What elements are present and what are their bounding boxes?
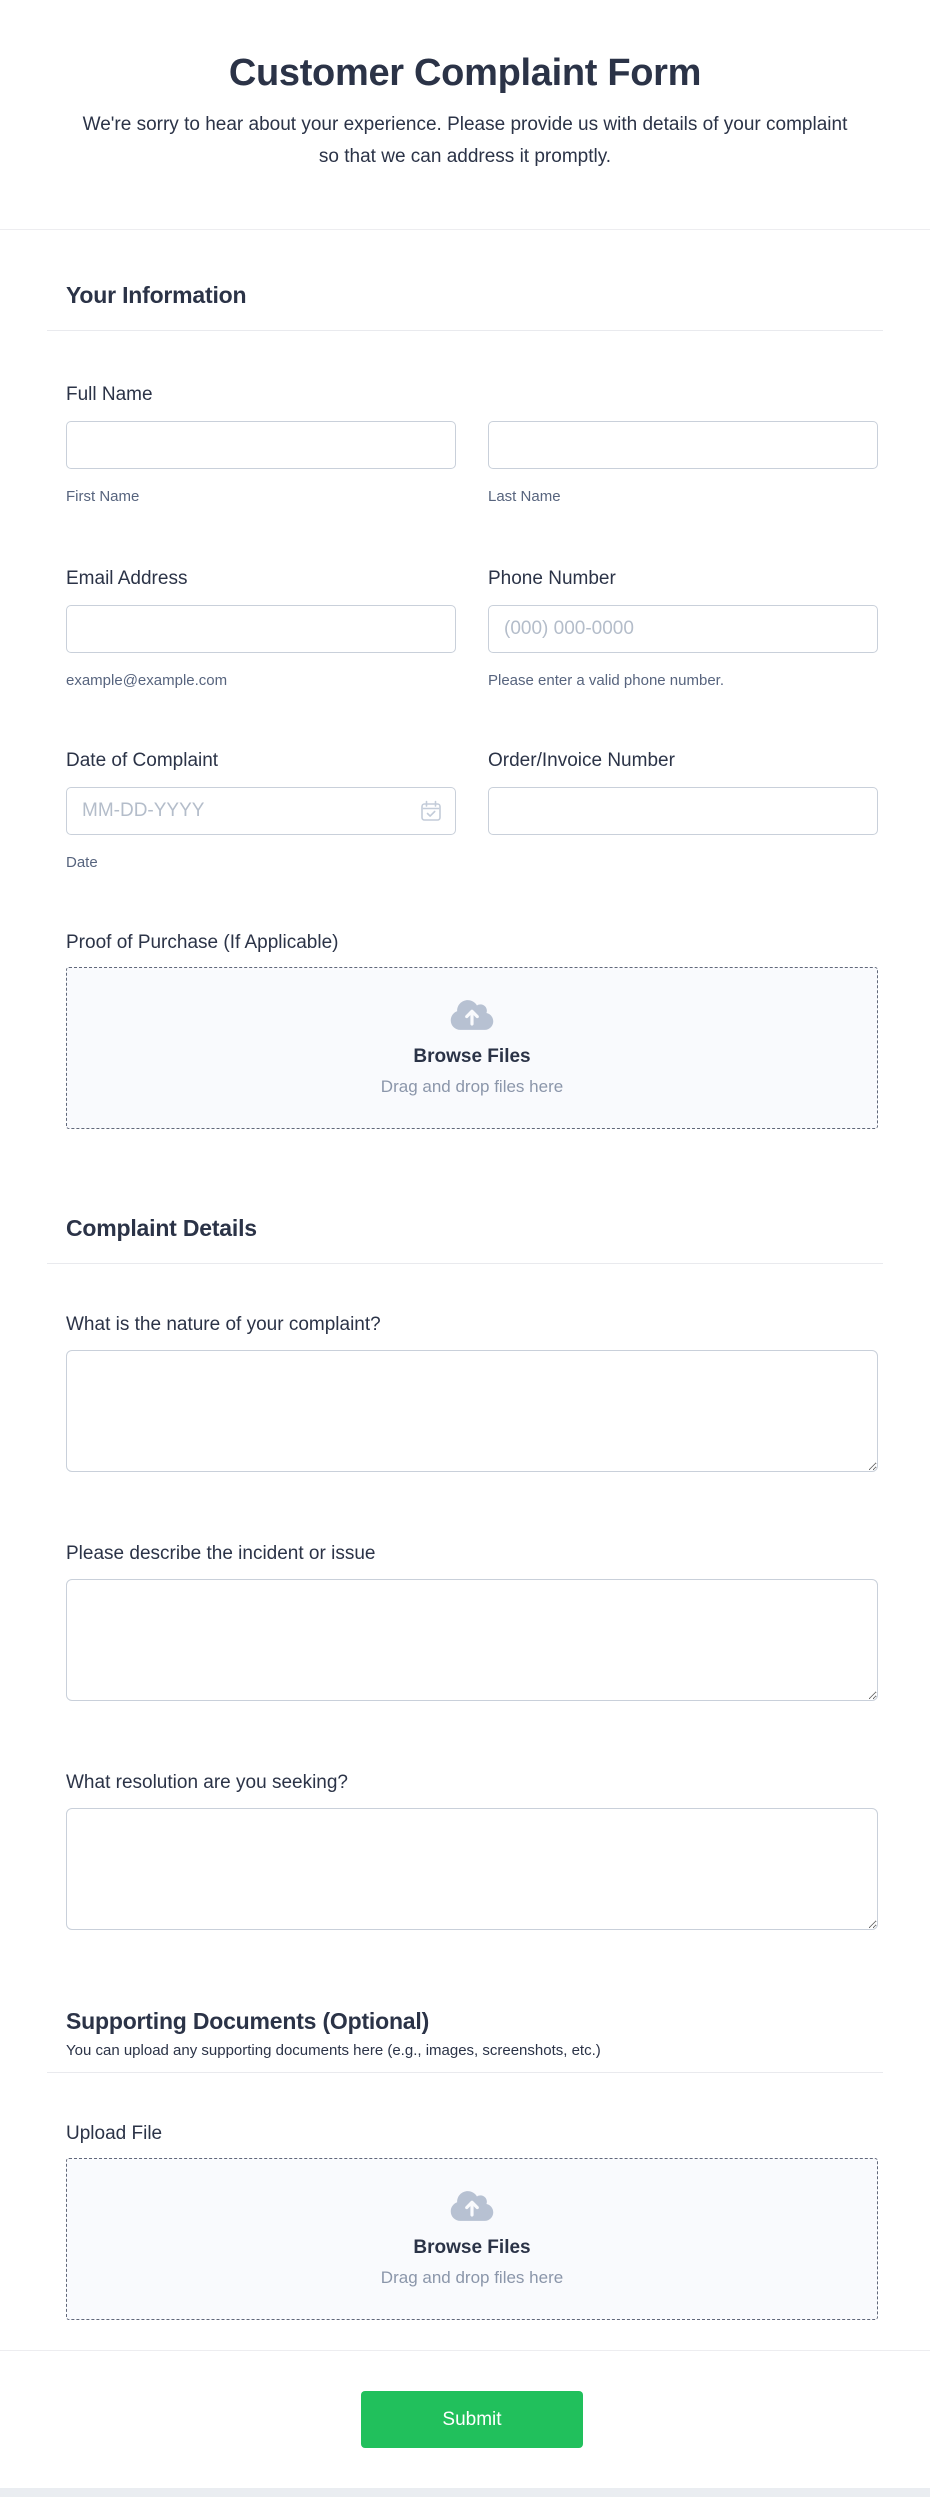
date-input[interactable] bbox=[66, 787, 456, 835]
field-complaint-nature bbox=[66, 1314, 878, 1472]
phone-label: Phone Number bbox=[488, 568, 616, 589]
email-input[interactable] bbox=[66, 605, 456, 653]
last-name-column bbox=[488, 406, 878, 506]
section-heading-supporting-documents: Supporting Documents (Optional) bbox=[66, 2008, 430, 2034]
submit-button[interactable]: Submit bbox=[361, 2391, 583, 2448]
full-name-label: Full Name bbox=[66, 384, 153, 405]
complaint-nature-textarea[interactable] bbox=[66, 1350, 878, 1472]
form-header bbox=[0, 0, 930, 230]
field-upload-file bbox=[66, 2123, 878, 2320]
phone-input[interactable] bbox=[488, 605, 878, 653]
upload-cloud-icon bbox=[448, 2189, 496, 2223]
incident-description-textarea[interactable] bbox=[66, 1579, 878, 1701]
proof-of-purchase-upload-dropzone[interactable] bbox=[66, 967, 878, 1129]
section-divider bbox=[47, 330, 883, 331]
browse-files-label: Browse Files bbox=[413, 2237, 531, 2258]
field-email bbox=[66, 568, 456, 690]
form-subtitle: We're sorry to hear about your experience. Please provide us with details of your complaint so that we can address it promptly. bbox=[82, 114, 848, 167]
email-hint: example@example.com bbox=[66, 672, 228, 689]
phone-hint: Please enter a valid phone number. bbox=[488, 672, 724, 689]
upload-cloud-icon bbox=[448, 998, 496, 1032]
section-divider bbox=[47, 1263, 883, 1264]
field-order-invoice-number bbox=[488, 750, 878, 872]
date-hint: Date bbox=[66, 854, 98, 871]
order-number-label: Order/Invoice Number bbox=[488, 750, 675, 771]
drag-drop-label: Drag and drop files here bbox=[380, 2268, 564, 2287]
page-bottom-strip bbox=[0, 2488, 930, 2497]
section-divider bbox=[47, 2072, 883, 2073]
form-body bbox=[0, 230, 930, 2448]
drag-drop-label: Drag and drop files here bbox=[380, 1077, 564, 1096]
upload-file-dropzone[interactable] bbox=[66, 2158, 878, 2320]
first-name-input[interactable] bbox=[66, 421, 456, 469]
field-date-of-complaint bbox=[66, 750, 456, 872]
supporting-documents-subtext: You can upload any supporting documents here (e.g., images, screenshots, etc.) bbox=[66, 2042, 601, 2059]
email-label: Email Address bbox=[66, 568, 188, 589]
field-incident-description bbox=[66, 1543, 878, 1701]
order-number-input[interactable] bbox=[488, 787, 878, 835]
resolution-textarea[interactable] bbox=[66, 1808, 878, 1930]
proof-of-purchase-label: Proof of Purchase (If Applicable) bbox=[66, 932, 339, 953]
resolution-label: What resolution are you seeking? bbox=[66, 1772, 348, 1793]
last-name-input[interactable] bbox=[488, 421, 878, 469]
field-phone bbox=[488, 568, 878, 690]
field-proof-of-purchase bbox=[66, 932, 878, 1129]
field-resolution bbox=[66, 1772, 878, 1930]
field-full-name bbox=[66, 384, 878, 506]
section-heading-complaint-details: Complaint Details bbox=[66, 1215, 257, 1241]
page-title: Customer Complaint Form bbox=[228, 52, 702, 94]
last-name-sublabel: Last Name bbox=[488, 488, 561, 505]
incident-description-label: Please describe the incident or issue bbox=[66, 1543, 376, 1564]
upload-file-label: Upload File bbox=[66, 2123, 163, 2144]
first-name-column bbox=[66, 406, 456, 506]
calendar-icon[interactable] bbox=[420, 800, 442, 822]
browse-files-label: Browse Files bbox=[413, 1046, 531, 1067]
section-heading-your-information: Your Information bbox=[66, 282, 247, 308]
date-order-row bbox=[66, 750, 878, 872]
complaint-nature-label: What is the nature of your complaint? bbox=[66, 1314, 381, 1335]
date-label: Date of Complaint bbox=[66, 750, 219, 771]
first-name-sublabel: First Name bbox=[66, 488, 140, 505]
email-phone-row bbox=[66, 568, 878, 690]
